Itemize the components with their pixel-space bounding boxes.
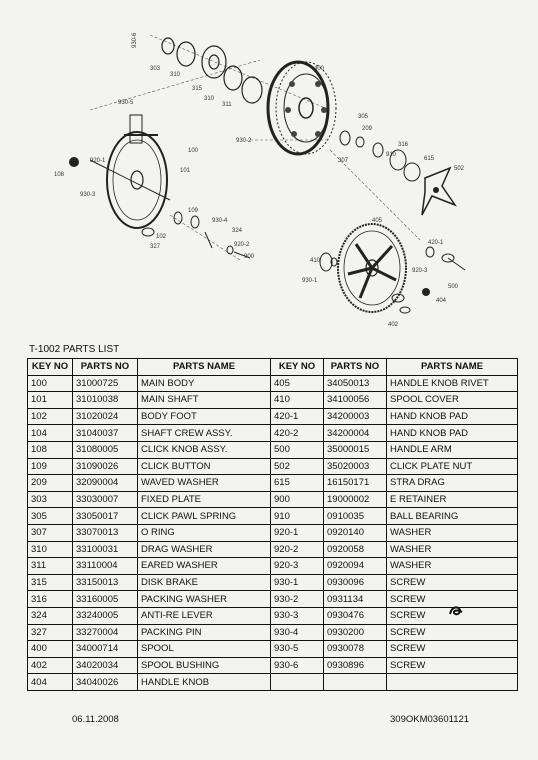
diagram-label-420-1: 420-1 [428,240,444,246]
table-row [28,491,518,508]
table-cell: 615 [271,475,324,492]
header-key-no-left: KEY NO [28,359,73,376]
table-cell: 31040037 [73,425,138,442]
diagram-label-930-1: 930-1 [302,278,318,284]
table-cell: SCREW [387,641,518,658]
table-cell: 33240005 [73,607,138,624]
table-cell: WASHER [387,524,518,541]
table-cell: 34040026 [73,674,138,691]
diagram-label-101: 101 [180,168,191,174]
table-cell: EARED WASHER [138,558,271,575]
table-cell: 930-4 [271,624,324,641]
table-row [28,591,518,608]
parts-list-title: T-1002 PARTS LIST [29,344,120,355]
table-cell: 31010038 [73,392,138,409]
diagram-label-502: 502 [454,166,465,172]
diagram-label-310b: 310 [204,96,215,102]
diagram-label-930-6: 930-6 [132,32,138,48]
table-cell [387,674,518,691]
diagram-label-400: 400 [314,66,325,72]
parts-table [27,358,518,691]
diagram-label-930-5: 930-5 [118,100,134,106]
diagram-label-310: 310 [170,72,181,78]
table-cell: 0920058 [324,541,387,558]
table-cell: 33270004 [73,624,138,641]
table-cell: O RING [138,524,271,541]
table-cell: MAIN BODY [138,375,271,392]
table-cell: 209 [28,475,73,492]
table-row [28,607,518,624]
table-cell: 310 [28,541,73,558]
table-cell: 33070013 [73,524,138,541]
table-cell: 34200003 [324,408,387,425]
table-cell: 930-3 [271,607,324,624]
table-cell: 0930476 [324,607,387,624]
table-header-row [28,359,518,376]
table-cell: SCREW [387,607,518,624]
table-row [28,558,518,575]
table-cell: 0930078 [324,641,387,658]
diagram-label-402: 402 [388,322,399,328]
diagram-label-615: 615 [424,156,435,162]
diagram-label-910: 910 [386,152,397,158]
table-cell: 34050013 [324,375,387,392]
table-cell: CLICK KNOB ASSY. [138,441,271,458]
diagram-label-324: 324 [232,228,243,234]
table-cell: 0931134 [324,591,387,608]
table-cell: HANDLE ARM [387,441,518,458]
table-cell: 31090026 [73,458,138,475]
table-cell: E RETAINER [387,491,518,508]
table-cell: 104 [28,425,73,442]
diagram-label-305: 305 [358,114,369,120]
table-cell: 920-3 [271,558,324,575]
table-cell: SCREW [387,657,518,674]
diagram-label-930-3: 930-3 [80,192,96,198]
table-cell: SCREW [387,624,518,641]
diagram-label-920-1: 920-1 [90,158,106,164]
diagram-label-410: 410 [310,258,321,264]
diagram-label-500: 500 [448,284,459,290]
diagram-label-405: 405 [372,218,383,224]
table-cell: 109 [28,458,73,475]
diagram-label-404: 404 [436,298,447,304]
table-cell: HAND KNOB PAD [387,425,518,442]
table-cell: WAVED WASHER [138,475,271,492]
diagram-label-311: 311 [222,102,232,108]
table-cell: BODY FOOT [138,408,271,425]
table-row [28,674,518,691]
table-cell: FIXED PLATE [138,491,271,508]
table-cell [324,674,387,691]
header-key-no-right: KEY NO [271,359,324,376]
table-cell: STRA DRAG [387,475,518,492]
table-row [28,458,518,475]
table-cell: HANDLE KNOB [138,674,271,691]
diagram-label-303: 303 [150,66,161,72]
exploded-parts-diagram [0,0,538,345]
table-row [28,441,518,458]
table-cell: 324 [28,607,73,624]
table-cell: 16150171 [324,475,387,492]
table-cell: 31020024 [73,408,138,425]
table-cell: 930-1 [271,574,324,591]
table-cell: 500 [271,441,324,458]
table-cell: CLICK BUTTON [138,458,271,475]
table-row [28,375,518,392]
footer-code: 309OKM03601121 [390,714,470,725]
diagram-label-920-3: 920-3 [412,268,428,274]
table-cell: 307 [28,524,73,541]
table-cell: CLICK PAWL SPRING [138,508,271,525]
table-cell: 19000002 [324,491,387,508]
table-row [28,524,518,541]
diagram-label-109: 109 [188,208,199,214]
header-parts-name-right: PARTS NAME [387,359,518,376]
table-cell: 327 [28,624,73,641]
table-cell: 410 [271,392,324,409]
table-cell: SPOOL [138,641,271,658]
pen-mark-icon [448,604,464,618]
table-cell: PACKING PIN [138,624,271,641]
table-cell: 34020034 [73,657,138,674]
diagram-label-930-2: 930-2 [236,138,252,144]
table-cell: 35020003 [324,458,387,475]
table-cell: 34100056 [324,392,387,409]
table-row [28,475,518,492]
diagram-label-920-2: 920-2 [234,242,250,248]
table-cell: 0920094 [324,558,387,575]
table-cell: 405 [271,375,324,392]
table-cell: 33100031 [73,541,138,558]
table-cell: 930-2 [271,591,324,608]
footer-date: 06.11.2008 [72,714,119,725]
table-cell: 0930200 [324,624,387,641]
diagram-label-315: 315 [192,86,203,92]
table-cell: SHAFT CREW ASSY. [138,425,271,442]
table-cell: DISK BRAKE [138,574,271,591]
table-cell: WASHER [387,558,518,575]
table-cell: HANDLE KNOB RIVET [387,375,518,392]
table-row [28,408,518,425]
table-cell: 101 [28,392,73,409]
table-cell: SPOOL COVER [387,392,518,409]
table-cell: 100 [28,375,73,392]
table-cell: BALL BEARING [387,508,518,525]
diagram-label-930-4: 930-4 [212,218,228,224]
table-row [28,425,518,442]
table-row [28,392,518,409]
header-parts-name-left: PARTS NAME [138,359,271,376]
table-cell: 315 [28,574,73,591]
table-cell: ANTI-RE LEVER [138,607,271,624]
table-cell: DRAG WASHER [138,541,271,558]
table-cell: 900 [271,491,324,508]
table-cell: 930-5 [271,641,324,658]
parts-table-body [28,375,518,690]
table-row [28,641,518,658]
table-cell: SCREW [387,591,518,608]
header-parts-no-left: PARTS NO [73,359,138,376]
table-cell: 102 [28,408,73,425]
diagram-label-316: 316 [398,142,409,148]
table-cell: 33160005 [73,591,138,608]
table-cell: 0930096 [324,574,387,591]
table-row [28,574,518,591]
table-cell: SPOOL BUSHING [138,657,271,674]
table-cell: 402 [28,657,73,674]
diagram-label-209: 209 [362,126,373,132]
table-cell: 31080005 [73,441,138,458]
table-cell: 400 [28,641,73,658]
table-cell: 303 [28,491,73,508]
table-cell: 316 [28,591,73,608]
table-cell: SCREW [387,574,518,591]
table-cell: 404 [28,674,73,691]
table-cell: 34000714 [73,641,138,658]
diagram-label-900: 900 [244,254,255,260]
table-cell: 420-1 [271,408,324,425]
table-cell: 34200004 [324,425,387,442]
table-cell: MAIN SHAFT [138,392,271,409]
table-cell: 33110004 [73,558,138,575]
diagram-label-327: 327 [150,244,161,250]
diagram-label-307: 307 [338,158,349,164]
table-cell: 33050017 [73,508,138,525]
table-cell: 108 [28,441,73,458]
table-cell: 31000725 [73,375,138,392]
table-cell [271,674,324,691]
table-cell: 0910035 [324,508,387,525]
table-cell: 311 [28,558,73,575]
table-cell: 920-2 [271,541,324,558]
diagram-label-108: 108 [54,172,65,178]
diagram-label-100: 100 [188,148,199,154]
table-cell: WASHER [387,541,518,558]
table-cell: 305 [28,508,73,525]
table-row [28,624,518,641]
table-cell: HAND KNOB PAD [387,408,518,425]
table-row [28,541,518,558]
table-cell: 0920140 [324,524,387,541]
table-cell: 35000015 [324,441,387,458]
table-cell: 910 [271,508,324,525]
table-row [28,657,518,674]
header-parts-no-right: PARTS NO [324,359,387,376]
table-cell: CLICK PLATE NUT [387,458,518,475]
table-cell: 33030007 [73,491,138,508]
table-cell: 502 [271,458,324,475]
table-cell: 930-6 [271,657,324,674]
table-cell: 0930896 [324,657,387,674]
table-cell: 420-2 [271,425,324,442]
table-cell: 920-1 [271,524,324,541]
diagram-label-102: 102 [156,234,167,240]
table-cell: 32090004 [73,475,138,492]
table-cell: PACKING WASHER [138,591,271,608]
table-cell: 33150013 [73,574,138,591]
table-row [28,508,518,525]
